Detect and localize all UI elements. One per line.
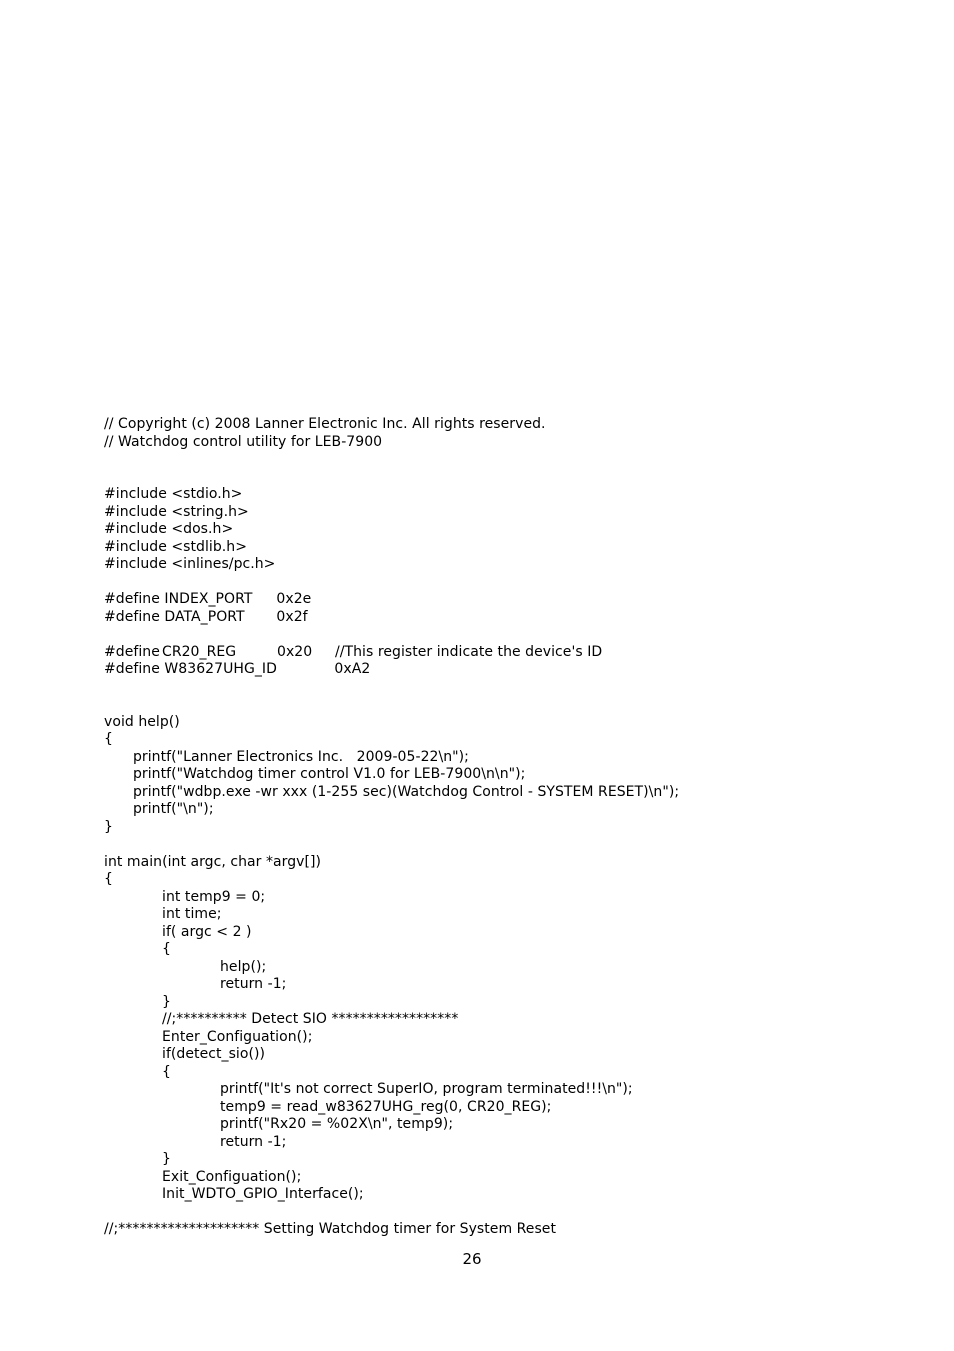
define-line <box>104 609 904 627</box>
define-name: CR20_REG <box>162 643 237 660</box>
brace: { <box>104 871 113 887</box>
define-value: 0x2f <box>276 608 308 625</box>
include-line: #include <stdlib.h> <box>104 538 247 555</box>
define-value: 0x20 <box>277 643 313 660</box>
define-keyword: #define <box>104 643 160 660</box>
define-line <box>104 644 904 662</box>
code-statement: temp9 = read_w83627UHG_reg(0, CR20_REG); <box>220 1098 552 1115</box>
code-statement: printf("\n"); <box>133 801 214 817</box>
brace: { <box>162 941 171 957</box>
blank-line <box>104 696 904 714</box>
define-comment: //This register indicate the device's ID <box>335 643 603 660</box>
code-statement: printf("Rx20 = %02X\n", temp9); <box>220 1116 454 1132</box>
include-line: #include <inlines/pc.h> <box>104 556 276 572</box>
define-name: INDEX_PORT <box>164 591 253 607</box>
copyright-comment: // Copyright (c) 2008 Lanner Electronic Inc. All rights reserved. <box>104 416 546 432</box>
code-statement: Enter_Configuation(); <box>162 1028 313 1045</box>
code-statement: if( argc < 2 ) <box>162 923 252 940</box>
define-value: 0xA2 <box>334 661 371 677</box>
define-keyword: #define <box>104 661 160 677</box>
blank-line <box>104 836 904 854</box>
page-number: 26 <box>462 1250 482 1268</box>
code-statement: Exit_Configuation(); <box>162 1168 302 1185</box>
code-statement: int time; <box>162 906 222 922</box>
include-line: #include <dos.h> <box>104 521 234 537</box>
code-comment: //;********** Detect SIO ****************** <box>162 1011 459 1027</box>
code-statement: int temp9 = 0; <box>162 888 266 905</box>
include-line: #include <string.h> <box>104 503 249 520</box>
blank-line <box>104 626 904 644</box>
source-code-listing <box>104 416 904 1239</box>
blank-line <box>104 1204 904 1222</box>
brace: } <box>162 1151 171 1167</box>
main-signature: int main(int argc, char *argv[]) <box>104 853 322 870</box>
code-statement: return -1; <box>220 1133 287 1150</box>
define-keyword: #define <box>104 608 160 625</box>
code-comment: //;******************** Setting Watchdog timer for System Reset <box>104 1221 557 1237</box>
define-value: 0x2e <box>276 591 312 607</box>
blank-line <box>104 574 904 592</box>
code-statement: printf("Watchdog timer control V1.0 for LEB-7900\n\n"); <box>133 766 526 782</box>
brace: } <box>104 818 113 835</box>
code-statement: help(); <box>220 958 267 975</box>
code-statement: Init_WDTO_GPIO_Interface(); <box>162 1186 364 1202</box>
help-signature: void help() <box>104 713 180 730</box>
define-name: DATA_PORT <box>164 608 245 625</box>
code-statement: printf("Lanner Electronics Inc. 2009-05-22\n"); <box>133 748 469 765</box>
code-statement: if(detect_sio()) <box>162 1046 266 1062</box>
include-line: #include <stdio.h> <box>104 486 243 502</box>
define-line <box>104 591 904 609</box>
blank-line <box>104 469 904 487</box>
define-name: W83627UHG_ID <box>164 661 277 677</box>
define-line <box>104 661 904 679</box>
define-keyword: #define <box>104 591 160 607</box>
brace: } <box>162 993 171 1010</box>
blank-line <box>104 679 904 697</box>
code-statement: printf("wdbp.exe -wr xxx (1-255 sec)(Watchdog Control - SYSTEM RESET)\n"); <box>133 783 680 800</box>
blank-line <box>104 451 904 469</box>
utility-description-comment: // Watchdog control utility for LEB-7900 <box>104 433 383 450</box>
code-statement: printf("It's not correct SuperIO, program terminated!!!\n"); <box>220 1081 633 1097</box>
code-statement: return -1; <box>220 976 287 992</box>
brace: { <box>162 1063 171 1080</box>
brace: { <box>104 731 113 747</box>
